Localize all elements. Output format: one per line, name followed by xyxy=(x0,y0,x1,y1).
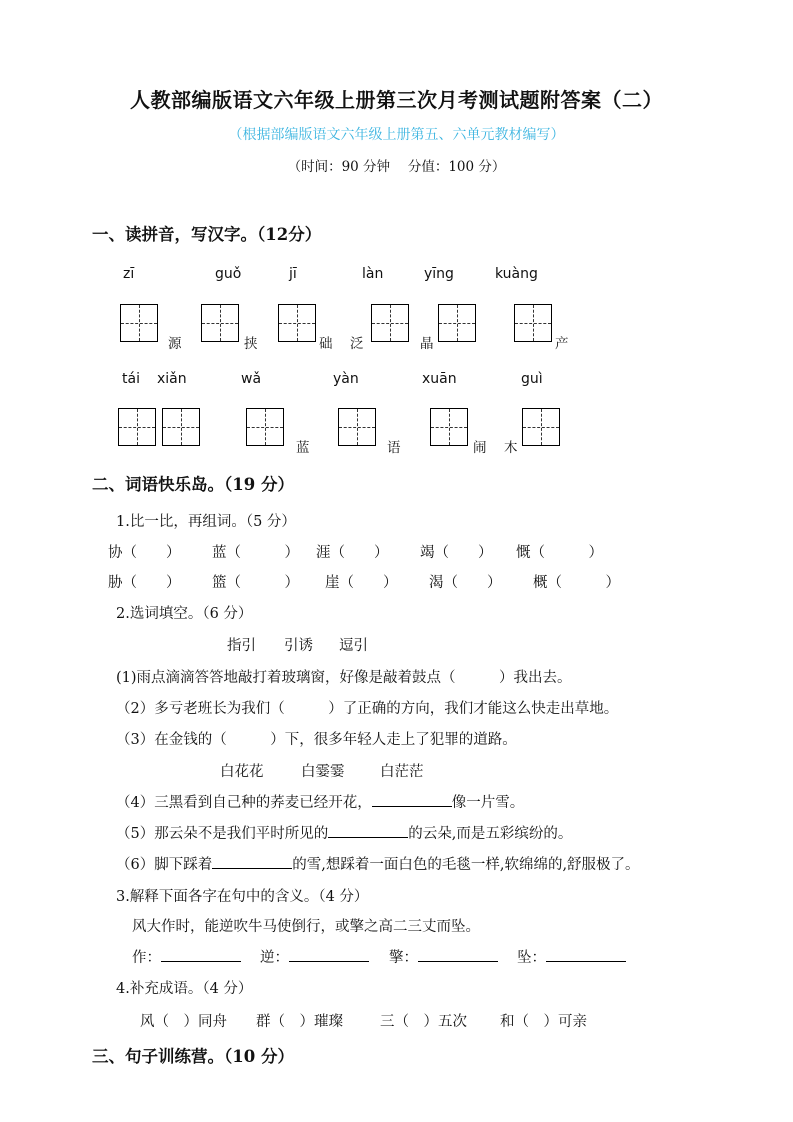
answer-blank[interactable] xyxy=(372,794,452,807)
answer-blank[interactable] xyxy=(328,825,408,838)
answer-blank[interactable] xyxy=(289,949,369,962)
explain-item xyxy=(389,946,498,967)
answer-blank[interactable] xyxy=(161,949,241,962)
compare-item: 竭（ ） xyxy=(420,545,493,561)
fill-item-text: （4）三黑看到自己种的荞麦已经开花， xyxy=(116,795,372,811)
given-char: 泛 xyxy=(350,336,364,352)
pinyin: kuàng xyxy=(495,266,538,282)
compare-item: 协（ ） xyxy=(108,545,181,561)
pinyin: jī xyxy=(289,266,297,282)
compare-item: 篮（ ） xyxy=(212,575,299,591)
question-1: 1.比一比，再组词。（5 分） xyxy=(116,514,296,530)
pinyin: guì xyxy=(521,371,543,387)
explain-item xyxy=(517,946,626,967)
pinyin: yīng xyxy=(424,266,454,282)
answer-blank[interactable] xyxy=(418,949,498,962)
tianzige-box[interactable] xyxy=(278,304,316,342)
explain-item xyxy=(132,946,241,967)
compare-item: 渴（ ） xyxy=(429,575,502,591)
idiom-item: 三（ ）五次 xyxy=(380,1014,467,1030)
section-2-heading: 二、词语快乐岛。（19 分） xyxy=(92,475,294,494)
section-1-heading: 一、读拼音，写汉字。（12分） xyxy=(92,225,322,244)
given-char: 闹 xyxy=(473,440,487,456)
answer-blank[interactable] xyxy=(212,856,292,869)
compare-item: 概（ ） xyxy=(533,575,620,591)
tianzige-box[interactable] xyxy=(120,304,158,342)
compare-item: 崖（ ） xyxy=(325,575,398,591)
word-option: 引诱 xyxy=(284,638,313,654)
fill-item xyxy=(116,791,524,812)
tianzige-box[interactable] xyxy=(430,408,468,446)
section-3-heading: 三、句子训练营。（10 分） xyxy=(92,1047,294,1066)
tianzige-box[interactable] xyxy=(201,304,239,342)
fill-item xyxy=(116,853,640,874)
pinyin: xiǎn xyxy=(157,371,187,387)
idiom-item: 和（ ）可亲 xyxy=(500,1014,587,1030)
compare-item: 蓝（ ） xyxy=(212,545,299,561)
given-char: 语 xyxy=(387,440,401,456)
explain-item xyxy=(260,946,369,967)
tianzige-box[interactable] xyxy=(438,304,476,342)
tianzige-box[interactable] xyxy=(514,304,552,342)
compare-item: 胁（ ） xyxy=(108,575,181,591)
given-char: 晶 xyxy=(420,336,434,352)
fill-item-text: 像一片雪。 xyxy=(451,795,525,811)
explain-label: 作： xyxy=(132,950,161,966)
compare-item: 慨（ ） xyxy=(516,545,603,561)
explain-label: 擎： xyxy=(389,950,418,966)
tianzige-box[interactable] xyxy=(371,304,409,342)
word-option: 白茫茫 xyxy=(380,764,424,780)
fill-item xyxy=(116,822,572,843)
classical-sentence: 风大作时，能逆吹牛马使倒行，或擎之高二三丈而坠。 xyxy=(132,919,480,935)
tianzige-box[interactable] xyxy=(338,408,376,446)
pinyin: guǒ xyxy=(215,266,242,282)
tianzige-box[interactable] xyxy=(162,408,200,446)
given-char: 挟 xyxy=(244,336,258,352)
explain-label: 逆： xyxy=(260,950,289,966)
pinyin: làn xyxy=(362,266,384,282)
fill-item-text: （6）脚下踩着 xyxy=(116,857,213,873)
pinyin: wǎ xyxy=(241,371,262,387)
fill-item-text: （5）那云朵不是我们平时所见的 xyxy=(116,826,329,842)
subtitle: （根据部编版语文六年级上册第五、六单元教材编写） xyxy=(228,127,565,143)
tianzige-box[interactable] xyxy=(522,408,560,446)
fill-item-text: 的雪,想踩着一面白色的毛毯一样,软绵绵的,舒服极了。 xyxy=(292,857,640,873)
word-option: 逗引 xyxy=(339,638,368,654)
idiom-item: 群（ ）璀璨 xyxy=(256,1014,343,1030)
given-char: 源 xyxy=(168,336,182,352)
given-char: 础 xyxy=(319,336,333,352)
question-4: 4.补充成语。（4 分） xyxy=(116,981,253,997)
tianzige-box[interactable] xyxy=(118,408,156,446)
page-title: 人教部编版语文六年级上册第三次月考测试题附答案（二） xyxy=(130,88,663,112)
explain-label: 坠： xyxy=(517,950,546,966)
pinyin: tái xyxy=(122,371,140,387)
tianzige-box[interactable] xyxy=(246,408,284,446)
pinyin: yàn xyxy=(333,371,359,387)
compare-item: 涯（ ） xyxy=(316,545,389,561)
given-char: 产 xyxy=(555,336,569,352)
given-char: 蓝 xyxy=(296,440,310,456)
question-3: 3.解释下面各字在句中的含义。（4 分） xyxy=(116,889,369,905)
idiom-item: 风（ ）同舟 xyxy=(140,1014,227,1030)
question-2: 2.选词填空。（6 分） xyxy=(116,606,253,622)
fill-item: (1)雨点滴滴答答地敲打着玻璃窗，好像是敲着鼓点（ ）我出去。 xyxy=(116,670,572,686)
fill-item-text: 的云朵,而是五彩缤纷的。 xyxy=(408,826,573,842)
time-score: （时间：90 分钟 分值：100 分） xyxy=(287,159,506,175)
pinyin: zī xyxy=(123,266,135,282)
given-char: 木 xyxy=(504,440,518,456)
answer-blank[interactable] xyxy=(546,949,626,962)
fill-item: （2）多亏老班长为我们（ ）了正确的方向，我们才能这么快走出草地。 xyxy=(116,701,619,717)
word-option: 白花花 xyxy=(220,764,264,780)
word-option: 指引 xyxy=(227,638,256,654)
pinyin: xuān xyxy=(422,371,457,387)
fill-item: （3）在金钱的（ ）下，很多年轻人走上了犯罪的道路。 xyxy=(116,732,517,748)
word-option: 白霎霎 xyxy=(301,764,345,780)
